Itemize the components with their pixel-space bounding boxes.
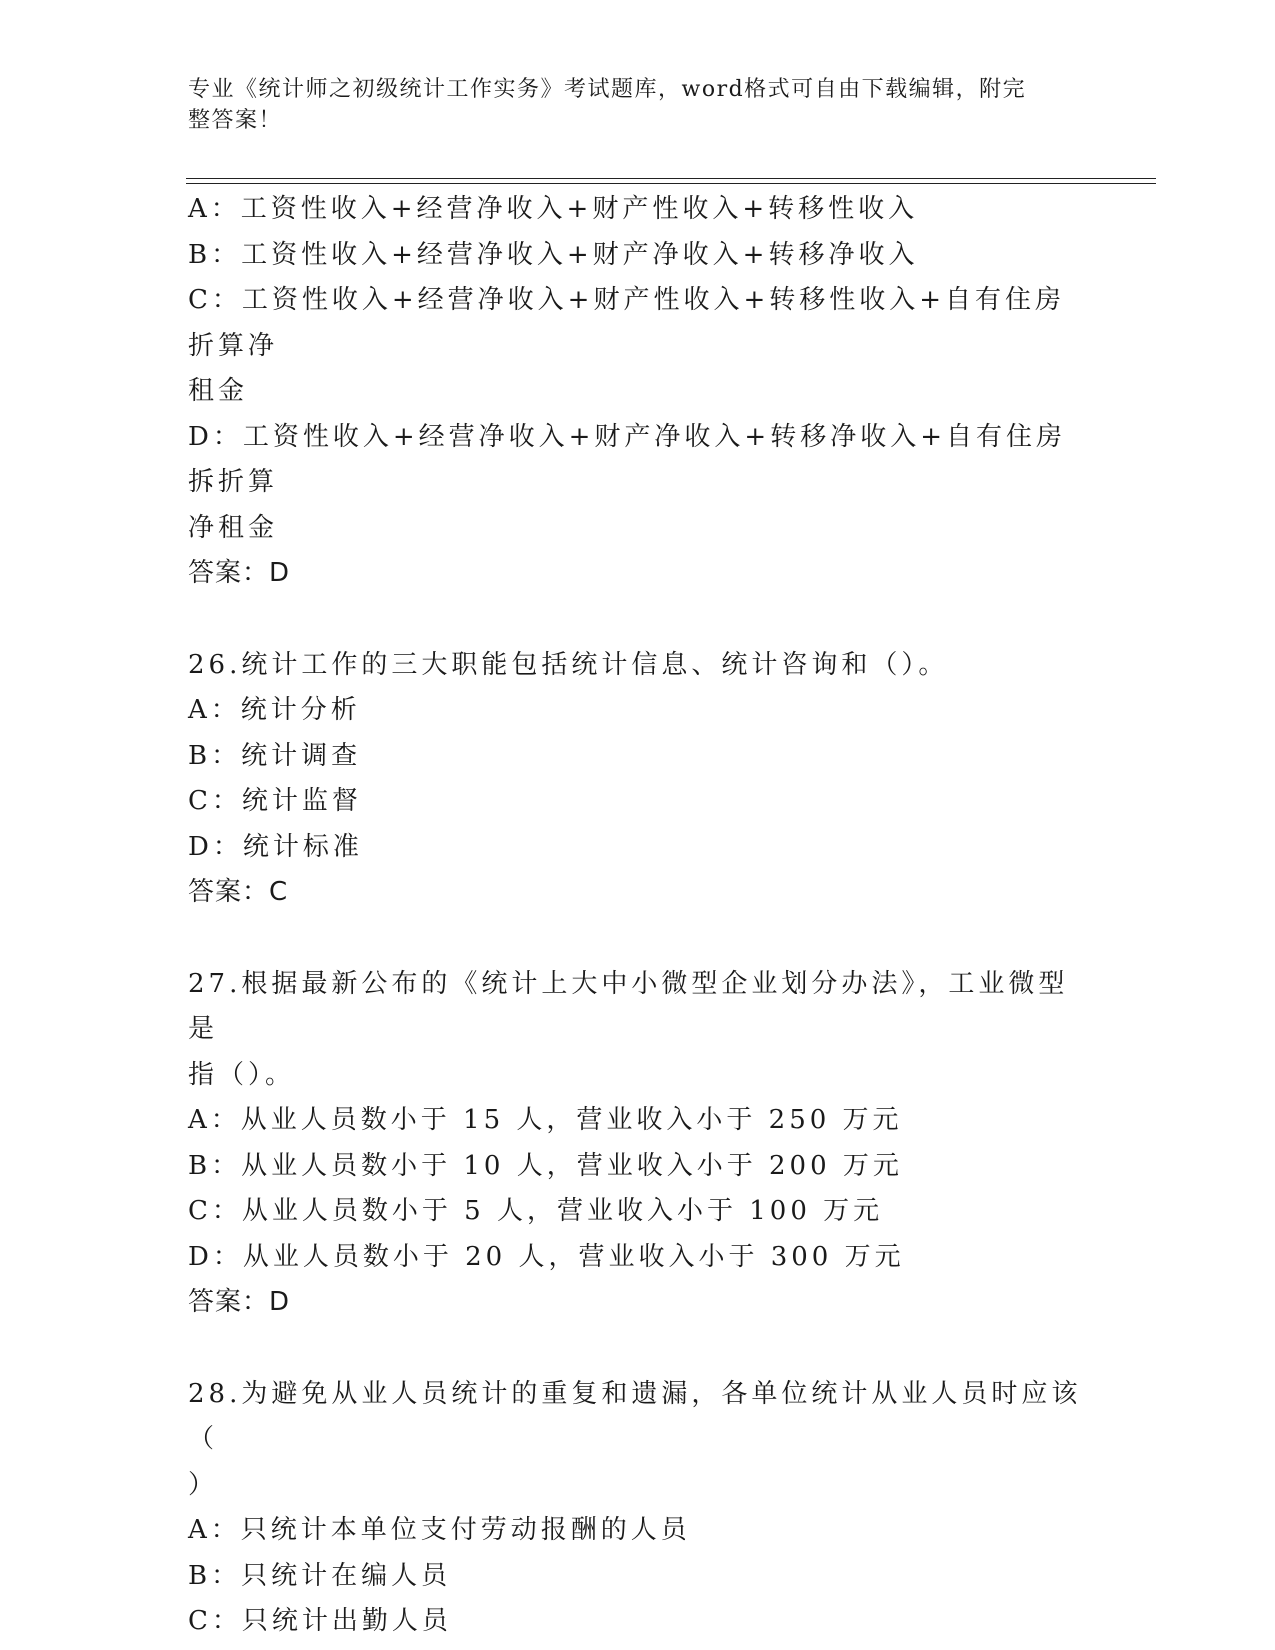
header-line-2: 整答案！: [188, 108, 283, 133]
option-d: D：从业人员数小于 20 人，营业收入小于 300 万元: [188, 1241, 905, 1272]
question-text-continued: ）: [188, 1469, 219, 1500]
spacer: [188, 597, 1088, 643]
question-25: [188, 187, 1088, 597]
answer: 答案：D: [188, 558, 291, 588]
answer: 答案：D: [188, 1287, 291, 1317]
question-26: [188, 643, 1088, 916]
spacer: [188, 1326, 1088, 1372]
option-a: A：从业人员数小于 15 人，营业收入小于 250 万元: [188, 1105, 903, 1135]
option-b: B：从业人员数小于 10 人，营业收入小于 200 万元: [188, 1150, 903, 1181]
option-a: A：只统计本单位支付劳动报酬的人员: [188, 1515, 691, 1545]
option-b: B：只统计在编人员: [188, 1560, 452, 1591]
option-d: D：统计标准: [188, 831, 363, 862]
question-28: [188, 1372, 1088, 1645]
spacer: [188, 916, 1088, 962]
option-c: C：从业人员数小于 5 人，营业收入小于 100 万元: [188, 1196, 884, 1226]
header-line-1: 专业《统计师之初级统计工作实务》考试题库，word格式可自由下载编辑，附完: [188, 77, 1027, 102]
option-a: A：工资性收入+经营净收入+财产性收入+转移性收入: [188, 194, 919, 224]
option-c-continued: 租金: [188, 376, 249, 406]
option-d-continued: 净租金: [188, 512, 279, 543]
question-list: [188, 187, 1088, 1645]
option-c: C：工资性收入+经营净收入+财产性收入+转移性收入+自有住房折算净: [188, 285, 1066, 361]
header-divider-top: [186, 178, 1156, 179]
question-text-continued: 指（）。: [188, 1059, 296, 1090]
question-text: 27.根据最新公布的《统计上大中小微型企业划分办法》，工业微型是: [188, 968, 1069, 1044]
option-b: B：统计调查: [188, 740, 362, 771]
question-text: 28.为避免从业人员统计的重复和遗漏，各单位统计从业人员时应该（: [188, 1378, 1082, 1454]
option-a: A：统计分析: [188, 695, 361, 725]
question-27: [188, 962, 1088, 1326]
option-d: D：工资性收入+经营净收入+财产净收入+转移净收入+自有住房拆折算: [188, 421, 1066, 497]
question-text: 26.统计工作的三大职能包括统计信息、统计咨询和（）。: [188, 649, 949, 680]
option-b: B：工资性收入+经营净收入+财产净收入+转移净收入: [188, 239, 919, 270]
answer: 答案：C: [188, 877, 289, 907]
option-c: C：统计监督: [188, 786, 362, 816]
header-divider-bottom: [186, 183, 1156, 184]
document-header: [188, 74, 1068, 136]
option-c: C：只统计出勤人员: [188, 1606, 452, 1636]
